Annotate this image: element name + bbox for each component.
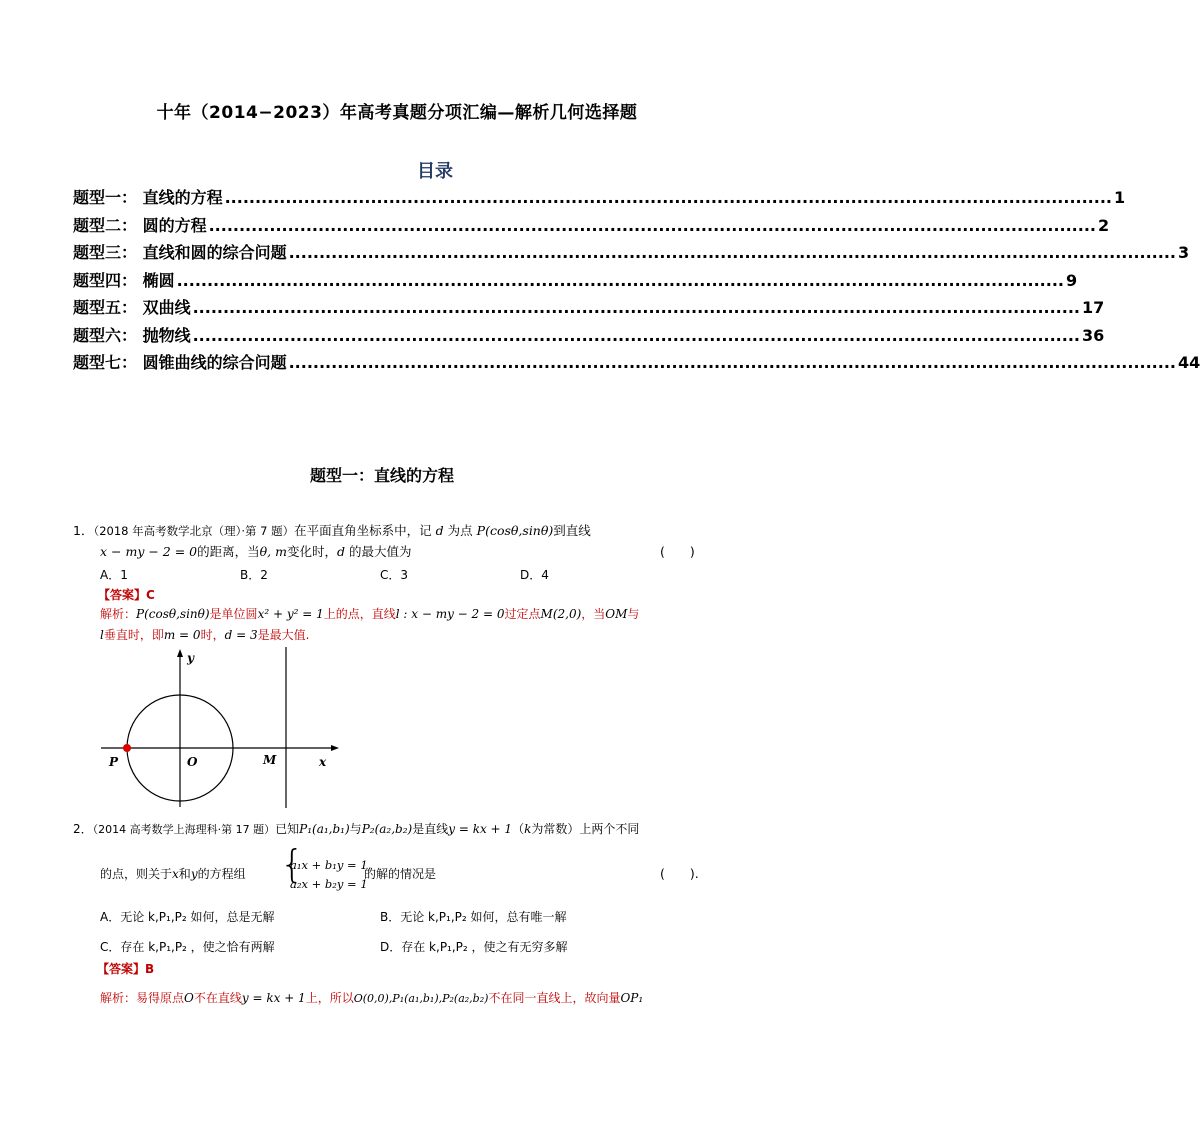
toc-item-label: 题型二： 圆的方程 xyxy=(73,215,207,235)
toc-item-1[interactable] xyxy=(73,185,1126,213)
section-title: 题型一：直线的方程 xyxy=(309,466,454,485)
toc-leader: .................................................................................................................................................. xyxy=(192,325,1080,345)
exp-math: OM xyxy=(605,607,628,621)
answer-blank: ( ) xyxy=(660,544,695,559)
exp-math: M(2,0) xyxy=(540,607,582,621)
brace-icon: { xyxy=(280,842,305,886)
q2-text: （ xyxy=(512,822,525,836)
option-d[interactable]: D．4 xyxy=(520,568,549,582)
option-c[interactable]: C．3 xyxy=(380,568,409,582)
toc-item-4[interactable] xyxy=(73,268,1078,296)
exp-math: O(0,0),P₁(a₁,b₁),P₂(a₂,b₂) xyxy=(353,992,489,1005)
exp-text: 与 xyxy=(627,607,640,621)
exp-text: 不在直线 xyxy=(193,991,242,1005)
q1-var-d: d xyxy=(435,523,444,538)
answer-tag: 【答案】C xyxy=(98,588,155,602)
q1-text: 为点 xyxy=(447,523,473,538)
q1-text: 的距离，当 xyxy=(197,544,260,559)
toc-leader: .................................................................................................................................................. xyxy=(224,188,1112,207)
q2-stem-line2-b: 的解的情况是 xyxy=(364,867,437,881)
q1-text: 到直线 xyxy=(553,523,591,538)
exp-math: l : x − my − 2 = 0 xyxy=(395,607,505,621)
document-title: 十年（2014−2023）年高考真题分项汇编—解析几何选择题 xyxy=(156,103,638,123)
system-eq-2: a₂x + b₂y = 1 xyxy=(290,877,368,891)
toc-item-label: 题型六： 抛物线 xyxy=(73,325,191,345)
q2-math: P₂(a₂,b₂) xyxy=(361,822,413,836)
q1-text: 的最大值为 xyxy=(349,544,412,559)
exp-math: m = 0 xyxy=(163,628,201,642)
exp-math: l xyxy=(100,628,104,642)
answer-blank: ( ). xyxy=(660,866,699,881)
q2-text: 是直线 xyxy=(412,822,449,836)
question-number: 2． xyxy=(73,822,93,836)
q2-stem-line1 xyxy=(73,819,738,840)
y-axis-arrow xyxy=(177,649,183,657)
toc-item-page: 17 xyxy=(1081,298,1105,317)
q1-point: P(cosθ,sinθ) xyxy=(476,523,554,538)
option-b[interactable]: B．2 xyxy=(240,568,268,582)
toc-item-label: 题型七： 圆锥曲线的综合问题 xyxy=(73,353,287,372)
q1-stem-line1 xyxy=(73,521,733,541)
q2-math: y = kx + 1 xyxy=(448,822,513,836)
p-label: P xyxy=(109,755,119,769)
q2-text: 与 xyxy=(349,822,362,836)
toc-item-label: 题型一： 直线的方程 xyxy=(73,188,223,207)
exp-math: O xyxy=(184,991,194,1005)
table-of-contents xyxy=(73,185,1200,378)
q1-text: 在平面直角坐标系中，记 xyxy=(294,523,432,538)
toc-item-2[interactable] xyxy=(73,213,1110,241)
q1-text: 变化时， xyxy=(286,544,337,559)
toc-item-label: 题型四： 椭圆 xyxy=(73,270,175,290)
o-label: O xyxy=(187,755,198,769)
exp-text: 上，所以 xyxy=(305,991,354,1005)
m-label: M xyxy=(263,753,277,767)
question-number: 1． xyxy=(73,523,94,538)
toc-leader: .................................................................................................................................................. xyxy=(288,353,1176,372)
q2-text: 的点，则关于 xyxy=(100,867,173,881)
q2-math: y xyxy=(190,867,198,881)
q1-var-d: d xyxy=(337,544,346,559)
answer-tag: 【答案】B xyxy=(97,962,155,976)
toc-item-label: 题型三： 直线和圆的综合问题 xyxy=(73,243,287,262)
option-d[interactable]: D．存在 k,P₁,P₂ ，使之有无穷多解 xyxy=(380,940,568,954)
exp-text: 解析： xyxy=(100,607,137,621)
q2-explanation-line1 xyxy=(100,988,730,1009)
q2-math: k xyxy=(524,822,532,836)
exp-math: x² + y² = 1 xyxy=(257,607,324,621)
point-p xyxy=(123,744,131,752)
q1-figure xyxy=(95,645,345,810)
exp-text: 垂直时，即 xyxy=(103,628,164,642)
toc-item-page: 2 xyxy=(1097,215,1110,235)
q1-explanation-line2 xyxy=(100,625,730,645)
toc-item-3[interactable] xyxy=(73,240,1190,268)
exp-math: d = 3 xyxy=(224,628,258,642)
system-eq-1: a₁x + b₁y = 1, xyxy=(290,858,372,872)
toc-item-page: 44 xyxy=(1177,353,1200,372)
exp-math: y = kx + 1 xyxy=(241,991,306,1005)
x-axis-arrow xyxy=(331,745,339,751)
x-label: x xyxy=(319,755,327,769)
toc-item-page: 36 xyxy=(1081,325,1105,345)
option-a[interactable]: A．1 xyxy=(100,568,128,582)
exp-text: 过定点 xyxy=(504,607,541,621)
exp-text: 是单位圆 xyxy=(209,607,258,621)
exp-math: P(cosθ,sinθ) xyxy=(136,607,210,621)
q1-line-eq: x − my − 2 = 0 xyxy=(100,544,198,559)
q2-math: P₁(a₁,b₁) xyxy=(299,822,350,836)
q2-text: 的方程组 xyxy=(197,867,246,881)
exp-text: 不在同一直线上，故向量 xyxy=(488,991,621,1005)
toc-item-6[interactable] xyxy=(73,323,1105,351)
toc-item-page: 1 xyxy=(1113,188,1126,207)
q2-math: x xyxy=(172,867,179,881)
q2-text: 已知 xyxy=(275,822,300,836)
toc-item-page: 9 xyxy=(1065,270,1078,290)
exp-math: OP₁ xyxy=(620,991,644,1005)
toc-leader: .................................................................................................................................................. xyxy=(176,270,1064,290)
toc-heading: 目录 xyxy=(417,161,453,182)
toc-leader: .................................................................................................................................................. xyxy=(192,298,1080,317)
exp-text: 是最大值. xyxy=(257,628,310,642)
exp-text: 上的点，直线 xyxy=(323,607,396,621)
q1-explanation-line1 xyxy=(100,604,730,624)
toc-item-5[interactable] xyxy=(73,295,1105,323)
toc-item-label: 题型五： 双曲线 xyxy=(73,298,191,317)
q2-text: 和 xyxy=(178,867,191,881)
q2-text: 为常数）上两个不同 xyxy=(531,822,640,836)
question-source: （2018 年高考数学北京（理）·第 7 题） xyxy=(93,524,295,538)
toc-item-7[interactable] xyxy=(73,350,1200,378)
exp-text: ，当 xyxy=(581,607,606,621)
toc-leader: .................................................................................................................................................. xyxy=(288,243,1176,262)
q2-stem-line2-a xyxy=(100,864,246,884)
q1-vars: θ, m xyxy=(259,544,287,559)
q1-stem-line2 xyxy=(100,542,730,562)
exp-text: 时， xyxy=(200,628,225,642)
question-source: （2014 高考数学上海理科·第 17 题） xyxy=(92,823,276,836)
option-b[interactable]: B．无论 k,P₁,P₂ 如何，总有唯一解 xyxy=(380,910,567,924)
option-c[interactable]: C．存在 k,P₁,P₂ ，使之恰有两解 xyxy=(100,940,275,954)
y-label: y xyxy=(187,651,194,665)
toc-item-page: 3 xyxy=(1177,243,1190,262)
toc-leader: .................................................................................................................................................. xyxy=(208,215,1096,235)
option-a[interactable]: A．无论 k,P₁,P₂ 如何，总是无解 xyxy=(100,910,275,924)
exp-text: 解析：易得原点 xyxy=(100,991,185,1005)
